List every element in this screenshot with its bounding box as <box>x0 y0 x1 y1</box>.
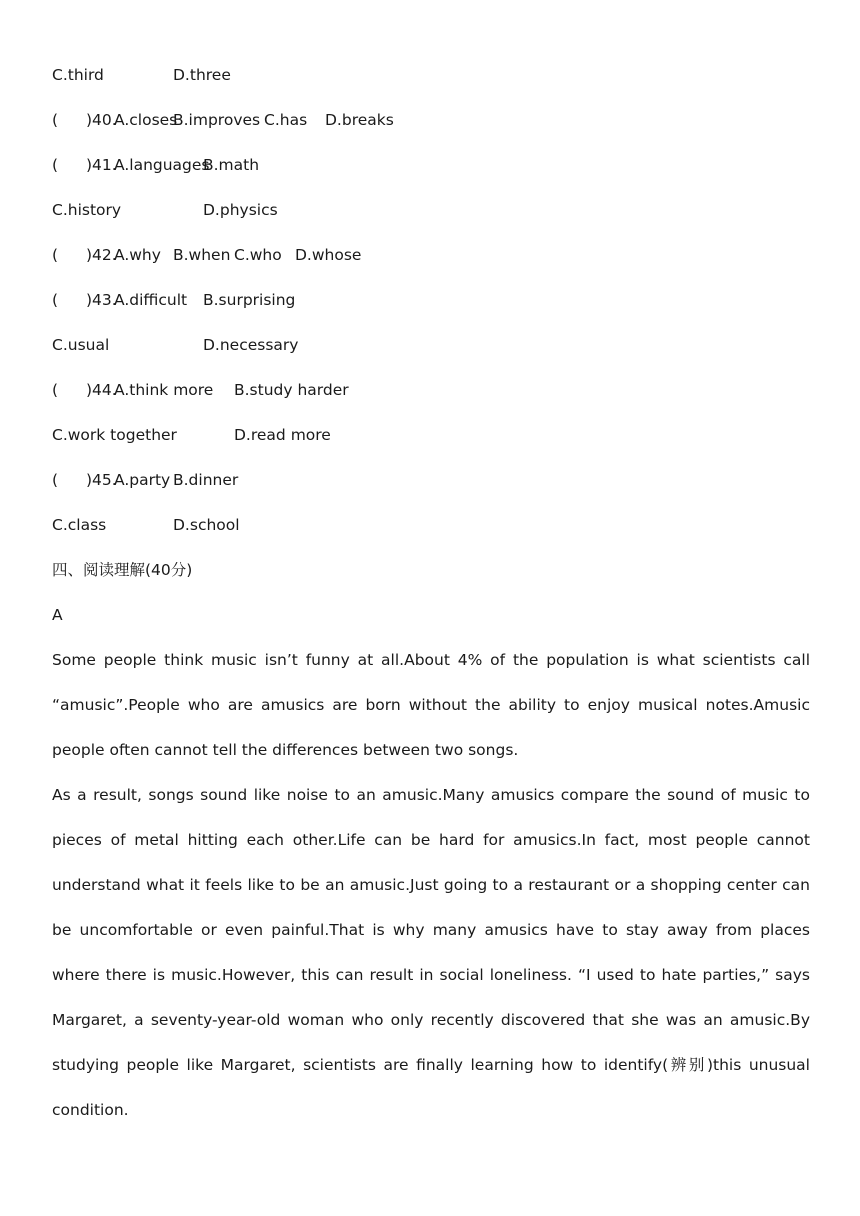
answer-bracket-close: ) <box>86 156 93 174</box>
option-d: D.necessary <box>203 336 299 354</box>
option-c: C.who <box>234 246 282 264</box>
option-d: D.school <box>173 516 240 534</box>
option-d: D.three <box>173 66 231 84</box>
question-number: 42. <box>92 246 117 264</box>
answer-bracket-open: ( <box>52 291 59 309</box>
reading-passage <box>52 638 810 1133</box>
option-a: A.difficult <box>114 291 188 309</box>
option-c: C.history <box>52 201 122 219</box>
option-b: B.math <box>203 156 260 174</box>
answer-bracket-open: ( <box>52 156 59 174</box>
option-a: A.languages <box>114 156 210 174</box>
section-heading: 四、阅读理解(40分) <box>52 561 193 579</box>
question-number: 45. <box>92 471 117 489</box>
option-c: C.third <box>52 66 104 84</box>
answer-bracket-open: ( <box>52 246 59 264</box>
answer-bracket-close: ) <box>86 471 93 489</box>
answer-bracket-close: ) <box>86 381 93 399</box>
answer-bracket-open: ( <box>52 381 59 399</box>
question-number: 40. <box>92 111 117 129</box>
option-a: A.think more <box>114 381 214 399</box>
option-d: D.whose <box>295 246 362 264</box>
option-b: B.dinner <box>173 471 239 489</box>
question-number: 44. <box>92 381 117 399</box>
option-c: C.has <box>264 111 308 129</box>
option-a: A.closes <box>114 111 178 129</box>
passage-paragraph-1: Some people think music isn’t funny at all.About 4% of the population is what scientists call “amusic”.People who are amusics are born without the ability to enjoy musical notes.Amusic people often cannot tell the differences between two songs. <box>52 651 810 759</box>
answer-bracket-open: ( <box>52 111 59 129</box>
question-number: 43. <box>92 291 117 309</box>
answer-bracket-close: ) <box>86 291 93 309</box>
passage-label: A <box>52 606 63 624</box>
option-a: A.why <box>114 246 161 264</box>
answer-bracket-close: ) <box>86 111 93 129</box>
option-d: D.physics <box>203 201 278 219</box>
option-d: D.read more <box>234 426 331 444</box>
option-c: C.usual <box>52 336 110 354</box>
option-b: B.surprising <box>203 291 296 309</box>
option-b: B.study harder <box>234 381 349 399</box>
question-number: 41. <box>92 156 117 174</box>
option-d: D.breaks <box>325 111 394 129</box>
answer-bracket-close: ) <box>86 246 93 264</box>
option-c: C.class <box>52 516 107 534</box>
passage-paragraph-2: As a result, songs sound like noise to an amusic.Many amusics compare the sound of music to pieces of metal hitting each other.Life can be hard for amusics.In fact, most people cannot understand what it feels like to be an amusic.Just going to a restaurant or a shopping center can be uncomfortable or even painful.That is why many amusics have to stay away from places where there is music.However, this can result in social loneliness. “I used to hate parties,” says Margaret, a seventy-year-old woman who only recently discovered that she was an amusic.By studying people like Margaret, scientists are finally learning how to identify(辨别)this unusual condition. <box>52 786 810 1119</box>
option-b: B.improves <box>173 111 261 129</box>
option-c: C.work together <box>52 426 177 444</box>
answer-bracket-open: ( <box>52 471 59 489</box>
option-a: A.party <box>114 471 171 489</box>
option-b: B.when <box>173 246 231 264</box>
